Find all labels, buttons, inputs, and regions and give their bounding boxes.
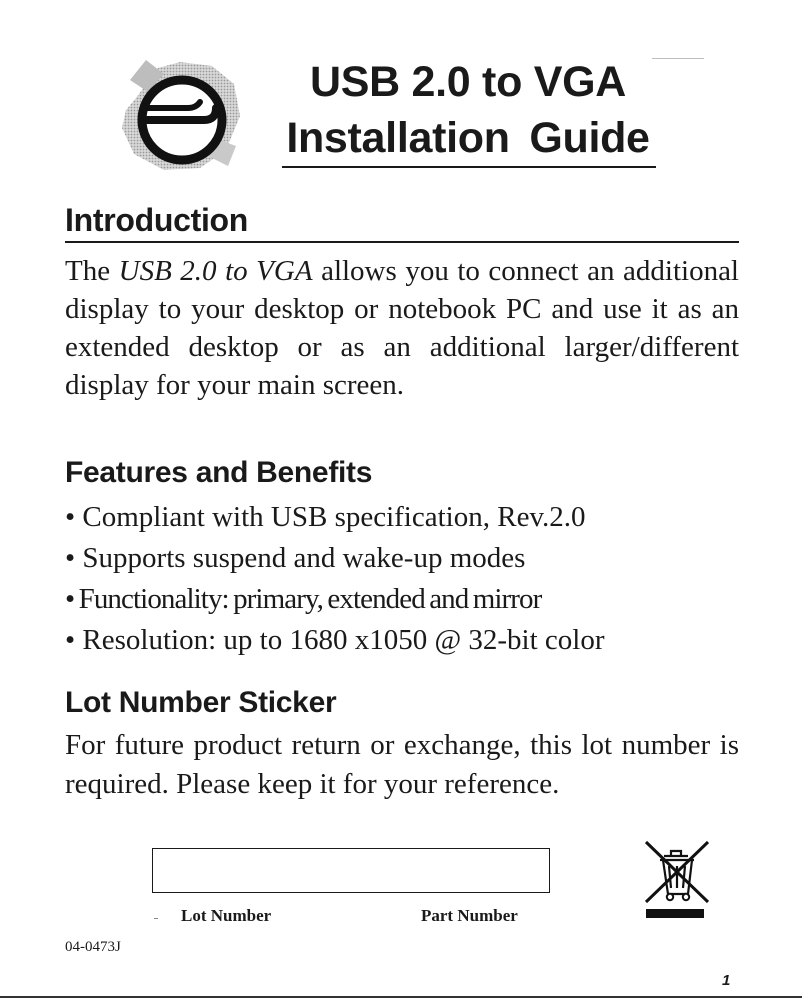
crossed-out-bin-icon xyxy=(640,836,714,922)
introduction-underline xyxy=(65,241,739,243)
page-number: 1 xyxy=(722,972,731,989)
lot-sticker-heading: Lot Number Sticker xyxy=(65,686,337,719)
feature-item: • Supports suspend and wake-up modes xyxy=(65,542,526,574)
intro-product-name: USB 2.0 to VGA xyxy=(118,255,313,287)
intro-text-prefix: The xyxy=(65,255,119,287)
document-code: 04-0473J xyxy=(65,939,121,955)
lot-number-label: Lot Number xyxy=(181,906,272,925)
title-line-2: Installation Guide xyxy=(286,114,650,162)
features-heading: Features and Benefits xyxy=(65,456,373,489)
intro-text-suffix: allows you to connect an additional display to your desktop or notebook PC and use it as an extended desktop or as an additional larger/different display for your main screen. xyxy=(65,255,739,401)
introduction-paragraph xyxy=(65,252,739,404)
title-line-1: USB 2.0 to VGA xyxy=(310,58,626,106)
part-number-label: Part Number xyxy=(421,906,518,925)
title-underline xyxy=(282,166,656,168)
feature-item: • Compliant with USB specification, Rev.2.0 xyxy=(65,501,586,533)
introduction-heading: Introduction xyxy=(65,202,249,238)
page-bottom-rule xyxy=(0,996,802,998)
scan-artifact-tick xyxy=(154,918,158,919)
scan-artifact-line xyxy=(652,58,704,59)
siig-logo-icon xyxy=(118,58,242,172)
lot-sticker-paragraph: For future product return or exchange, this lot number is required. Please keep it for your reference. xyxy=(65,729,739,800)
features-list xyxy=(65,497,739,661)
feature-item: • Resolution: up to 1680 x1050 @ 32-bit color xyxy=(65,624,605,656)
lot-number-sticker-box xyxy=(152,848,550,893)
feature-item: • Functionality: primary, extended and mirror xyxy=(65,583,542,615)
